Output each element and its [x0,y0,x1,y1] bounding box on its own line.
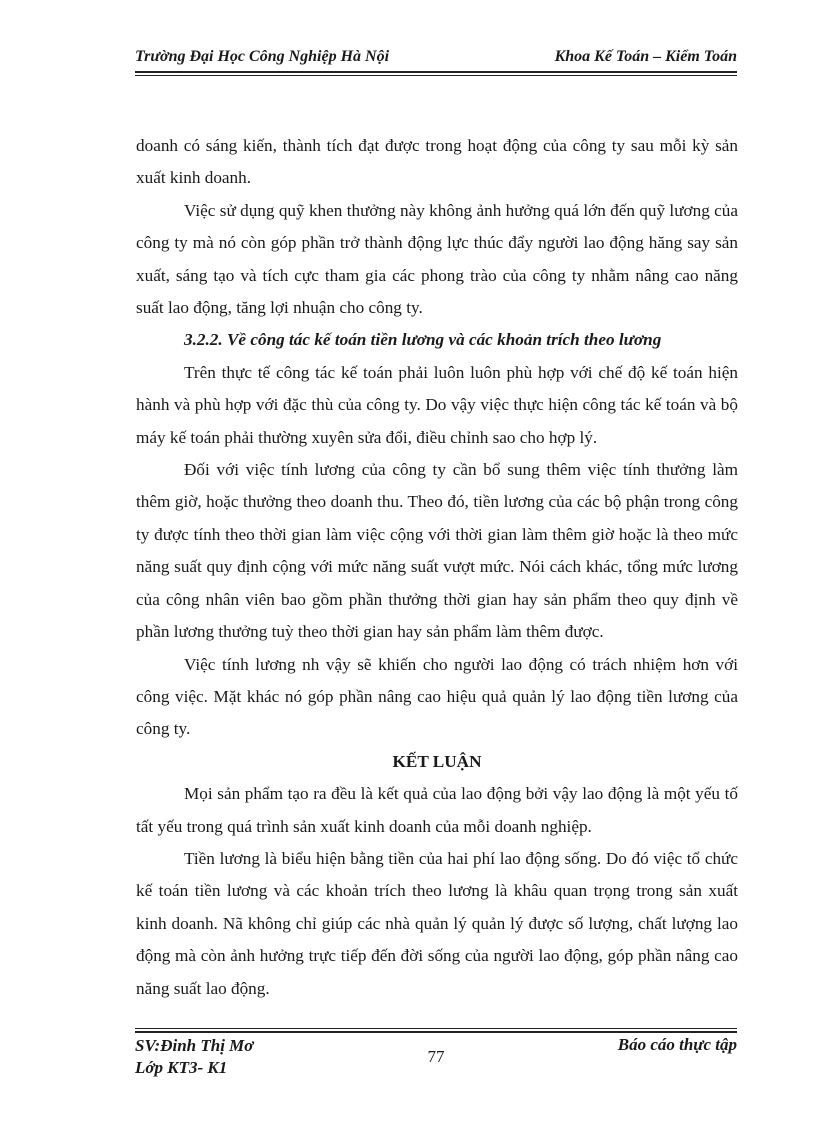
section-heading: 3.2.2. Về công tác kế toán tiền lương và các khoản trích theo lương [184,330,662,350]
page-header [135,48,737,70]
header-rule-thin [135,75,737,76]
header-university: Trường Đại Học Công Nghiệp Hà Nội [135,48,390,65]
paragraph-salary-calculation: Đối với việc tính lương của công ty cần bổ sung thêm việc tính thưởng làm thêm giờ, hoặc thưởng theo doanh thu. Theo đó, tiền lương của các bộ phận trong công ty được tính theo thời gian làm việc cộng với thời gian làm thêm giờ hoặc là theo mức năng suất quy định cộng với mức năng suất vượt mức. Nói cách khác, tổng mức lương của công nhân viên bao gồm phần thưởng thời gian hay sản phẩm theo quy định về phần lương thưởng tuỳ theo thời gian hay sản phẩm làm thêm được. [136,460,738,642]
footer-class: Lớp KT3- K1 [135,1058,228,1077]
footer-student-name: SV:Đinh Thị Mơ [135,1036,254,1055]
footer-rule-thin [135,1028,737,1029]
paragraph-responsibility: Việc tính lương nh vậy sẽ khiến cho người lao động có trách nhiệm hơn với công việc. Mặt khác nó góp phần nâng cao hiệu quả quản lý lao động tiền lương của công ty. [136,654,738,739]
page-footer [135,1035,737,1080]
page-body [136,130,738,1005]
conclusion-title: KẾT LUẬN [392,751,482,771]
header-rule [135,71,737,73]
paragraph-conclusion-1: Mọi sản phẩm tạo ra đều là kết quả của lao động bởi vậy lao động là một yếu tố tất yếu trong quá trình sản xuất kinh doanh của mỗi doanh nghiệp. [136,784,738,836]
paragraph-reward-fund: Việc sử dụng quỹ khen thưởng này không ảnh hưởng quá lớn đến quỹ lương của công ty mà nó còn góp phần trở thành động lực thúc đẩy người lao động hăng say sản xuất, sáng tạo và tích cực tham gia các phong trào của công ty nhằm nâng cao năng suất lao động, tăng lợi nhuận cho công ty. [136,200,738,318]
footer-rule [135,1031,737,1033]
paragraph-continuation: doanh có sáng kiến, thành tích đạt được trong hoạt động của công ty sau mỗi kỳ sản xuất kinh doanh. [136,136,738,188]
paragraph-conclusion-2: Tiền lương là biểu hiện bằng tiền của hai phí lao động sống. Do đó việc tổ chức kế toán tiền lương và các khoản trích theo lương là khâu quan trọng trong sản xuất kinh doanh. Nã không chỉ giúp các nhà quản lý quản lý được số lượng, chất lượng lao động mà còn ảnh hưởng trực tiếp đến đời sống của người lao động, góp phần nâng cao năng suất lao động. [136,848,738,998]
footer-report-title: Báo cáo thực tập [617,1035,737,1054]
paragraph-accounting-practice: Trên thực tế công tác kế toán phải luôn luôn phù hợp với chế độ kế toán hiện hành và phù hợp với đặc thù của công ty. Do vậy việc thực hiện công tác kế toán và bộ máy kế toán phải thường xuyên sửa đổi, điều chỉnh sao cho hợp lý. [136,362,738,447]
page-number: 77 [427,1047,445,1066]
header-faculty: Khoa Kế Toán – Kiểm Toán [554,48,737,65]
